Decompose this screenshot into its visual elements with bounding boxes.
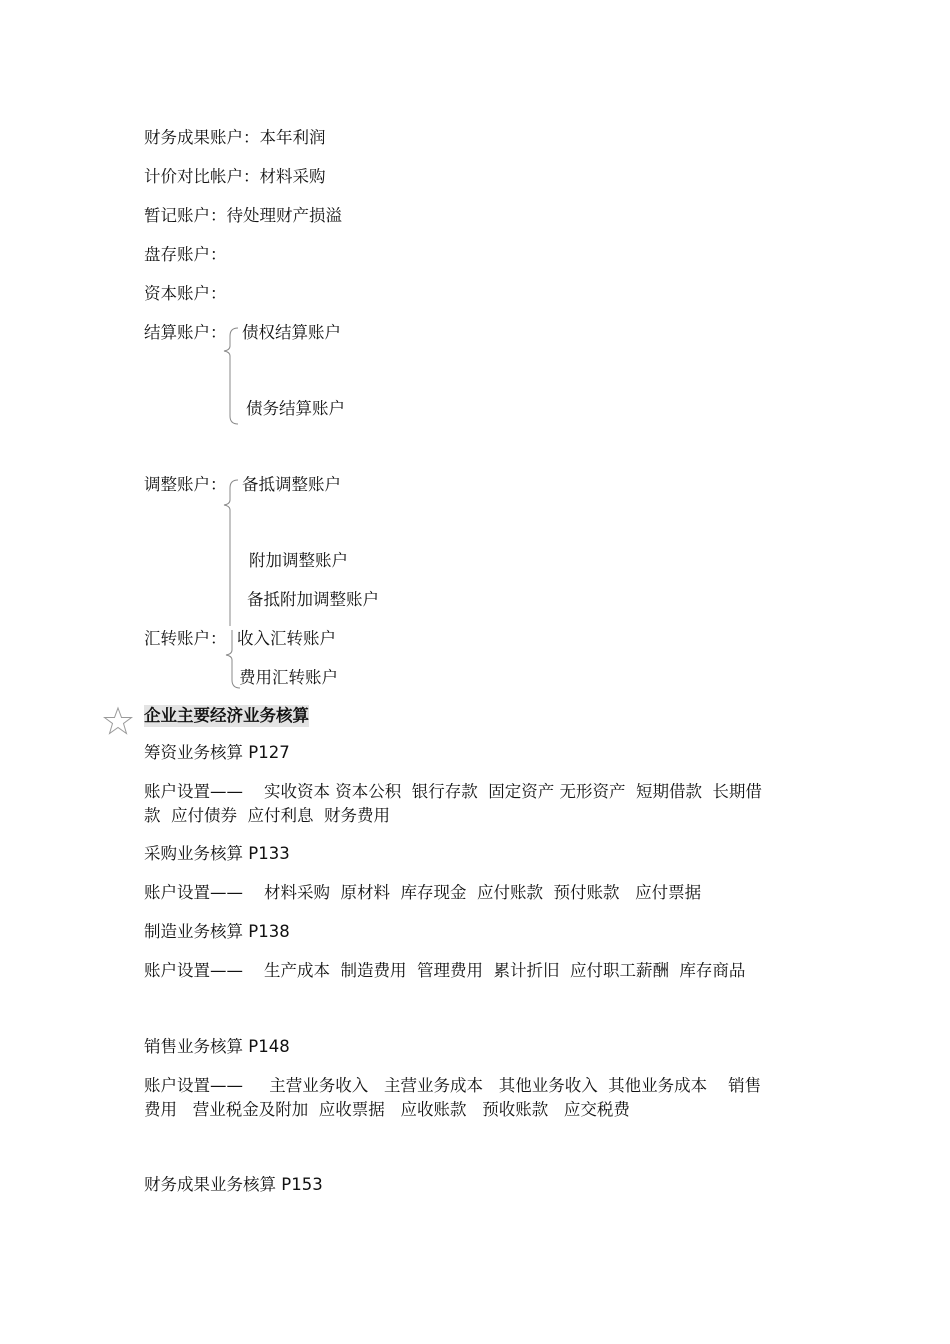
settlement-credit: 债权结算账户 <box>242 323 341 342</box>
account-line-suspense: 暂记账户：待处理财产损溢 <box>144 206 342 225</box>
star-outline-icon <box>102 706 134 736</box>
purchase-title: 采购业务核算 P133 <box>144 844 290 863</box>
manufacturing-title: 制造业务核算 P138 <box>144 922 290 941</box>
account-line-financial-result: 财务成果账户：本年利润 <box>144 128 326 147</box>
sales-title: 销售业务核算 P148 <box>144 1037 290 1056</box>
curly-brace-icon <box>220 478 242 628</box>
financing-accounts-line-1: 账户设置—— 实收资本 资本公积 银行存款 固定资产 无形资产 短期借款 长期借 <box>144 782 762 801</box>
section-heading: 企业主要经济业务核算 <box>144 706 309 725</box>
curly-brace-icon <box>220 326 242 426</box>
settlement-debt: 债务结算账户 <box>246 399 345 418</box>
adjustment-label: 调整账户： <box>144 475 227 494</box>
financing-title: 筹资业务核算 P127 <box>144 743 290 762</box>
sales-accounts-line-2: 费用 营业税金及附加 应收票据 应收账款 预收账款 应交税费 <box>144 1100 630 1119</box>
transfer-income: 收入汇转账户 <box>237 629 336 648</box>
financing-accounts-line-2: 款 应付债券 应付利息 财务费用 <box>144 806 390 825</box>
settlement-label: 结算账户： <box>144 323 227 342</box>
sales-accounts-line-1: 账户设置—— 主营业务收入 主营业务成本 其他业务收入 其他业务成本 销售 <box>144 1076 762 1095</box>
adjustment-contra-additional: 备抵附加调整账户 <box>247 590 379 609</box>
account-line-capital: 资本账户： <box>144 284 227 303</box>
adjustment-additional: 附加调整账户 <box>249 551 348 570</box>
purchase-accounts: 账户设置—— 材料采购 原材料 库存现金 应付账款 预付账款 应付票据 <box>144 883 702 902</box>
account-line-valuation: 计价对比帐户：材料采购 <box>144 167 326 186</box>
transfer-label: 汇转账户： <box>144 629 227 648</box>
financial-result-title: 财务成果业务核算 P153 <box>144 1175 323 1194</box>
adjustment-contra: 备抵调整账户 <box>242 475 341 494</box>
manufacturing-accounts: 账户设置—— 生产成本 制造费用 管理费用 累计折旧 应付职工薪酬 库存商品 <box>144 961 746 980</box>
transfer-expense: 费用汇转账户 <box>239 668 338 687</box>
account-line-inventory: 盘存账户： <box>144 245 227 264</box>
